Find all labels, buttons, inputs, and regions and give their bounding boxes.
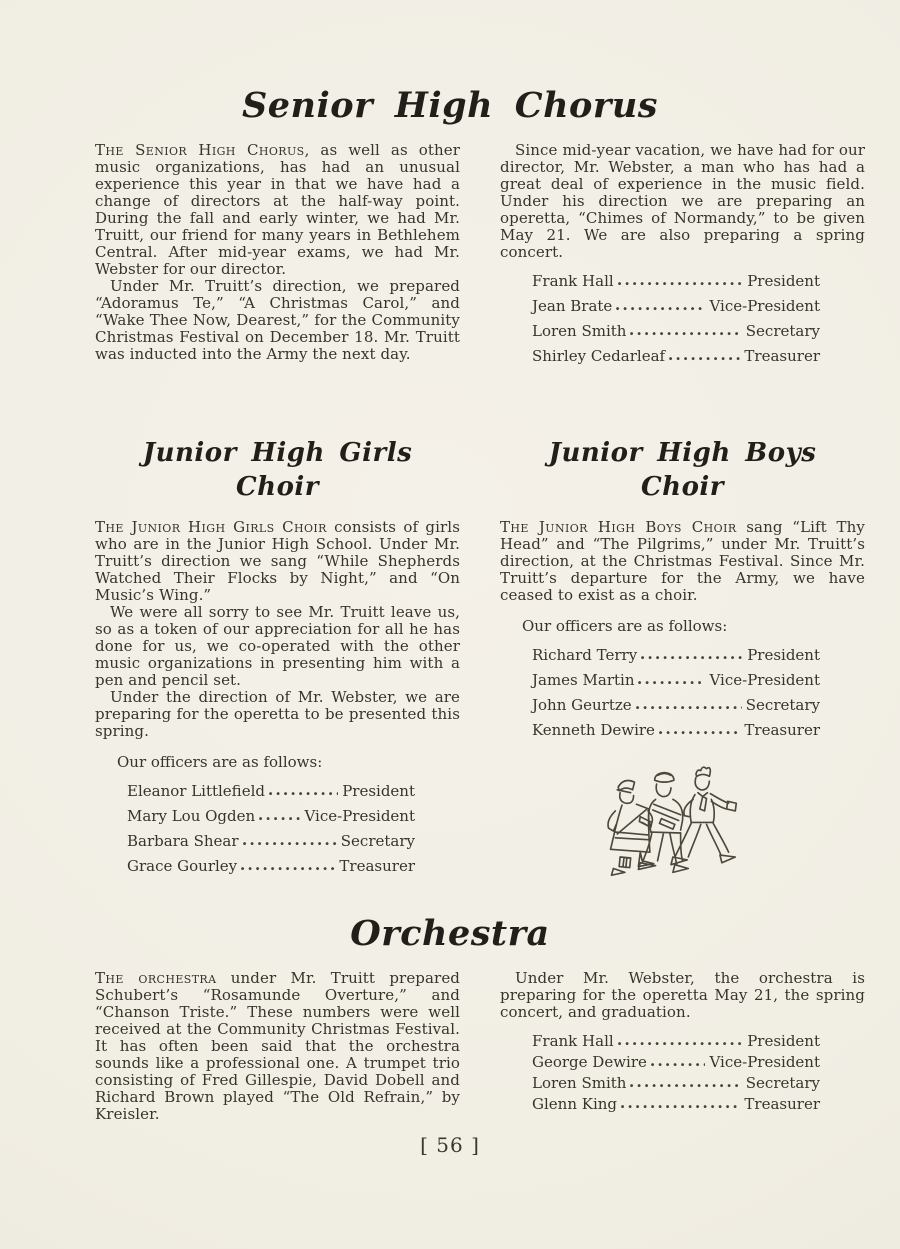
dot-leader xyxy=(630,1084,741,1088)
officer-name: Eleanor Littlefield xyxy=(127,781,265,800)
officer-role: Secretary xyxy=(745,322,820,341)
officer-role: Treasurer xyxy=(744,1095,820,1114)
orchestra-columns xyxy=(0,970,900,1123)
officer-row xyxy=(127,833,415,850)
section-senior-high-chorus xyxy=(0,86,900,373)
dot-leader xyxy=(651,1063,706,1067)
section-title-senior-high-chorus: Senior High Chorus xyxy=(242,85,658,126)
dot-leader xyxy=(636,706,742,710)
boys-officer-list xyxy=(532,647,820,739)
officer-name: Barbara Shear xyxy=(127,831,239,850)
officer-row xyxy=(532,672,820,689)
officer-name: Mary Lou Ogden xyxy=(127,806,256,825)
officer-name: Shirley Cedarleaf xyxy=(532,347,666,366)
senior-right-column xyxy=(500,142,865,373)
dot-leader xyxy=(269,792,338,796)
officer-row xyxy=(532,273,820,290)
section-title-girls-choir: Junior High Girls Choir xyxy=(142,438,413,502)
officer-name: Loren Smith xyxy=(532,1074,627,1093)
section-junior-high-choirs xyxy=(0,437,900,885)
paragraph: Under Mr. Webster, the orchestra is preparing for the operetta May 21, the spring concert, and graduation. xyxy=(500,969,865,1022)
officer-role: Treasurer xyxy=(744,720,820,739)
dot-leader xyxy=(243,842,337,846)
section-title-boys-choir: Junior High Boys Choir xyxy=(548,438,817,502)
officer-role: President xyxy=(747,272,820,291)
dot-leader xyxy=(641,656,743,660)
officer-row xyxy=(532,1054,820,1071)
officer-row xyxy=(532,1033,820,1050)
senior-officer-list xyxy=(532,273,820,365)
paragraph: The Junior High Girls Choir consists of girls who are in the Junior High School. Under Mr. Truitt’s direction we sang “While Shepherds Watched Their Flocks by Night,” and “On Music’s Wing.” xyxy=(95,517,460,604)
officer-name: Glenn King xyxy=(532,1095,618,1114)
officer-role: Vice-President xyxy=(709,297,820,316)
officer-row xyxy=(532,697,820,714)
officer-role: Secretary xyxy=(745,1074,820,1093)
officer-role: President xyxy=(747,1032,820,1051)
officer-name: Jean Brate xyxy=(532,297,613,316)
small-caps-lead: The orchestra xyxy=(95,969,217,988)
marching-musicians-illustration xyxy=(592,761,750,881)
dot-leader xyxy=(659,731,740,735)
officer-name: James Martin xyxy=(532,670,635,689)
dot-leader xyxy=(618,282,744,286)
officer-name: Loren Smith xyxy=(532,322,627,341)
dot-leader xyxy=(241,867,335,871)
girls-officer-list xyxy=(127,783,415,875)
dot-leader xyxy=(621,1105,740,1109)
officer-row xyxy=(532,348,820,365)
section-title-orchestra: Orchestra xyxy=(350,913,550,954)
officers-intro: Our officers are as follows: xyxy=(522,616,728,635)
officer-row xyxy=(532,323,820,340)
orchestra-officer-list xyxy=(532,1033,820,1113)
boys-choir-column xyxy=(500,437,865,885)
small-caps-lead: The Junior High Boys Choir xyxy=(500,517,737,536)
officer-role: Treasurer xyxy=(339,856,415,875)
officer-row xyxy=(127,858,415,875)
officer-role: President xyxy=(747,645,820,664)
paragraph: The Senior High Chorus, as well as other music organizations, has had an unusual experience this year in that we have had a change of directors at the half-way point. During the fall and early winter, we had Mr. Truitt, our friend for many years in Bethlehem Central. After mid-year exams, we had Mr. Webster for our director. xyxy=(95,141,460,279)
dot-leader xyxy=(616,307,705,311)
officer-role: Secretary xyxy=(340,831,415,850)
paragraph: We were all sorry to see Mr. Truitt leave us, so as a token of our appreciation for all he has done for us, we co-operated with the other music organizations in presenting him with a pen and pencil set. xyxy=(95,602,460,689)
dot-leader xyxy=(618,1042,744,1046)
officer-name: Frank Hall xyxy=(532,1032,614,1051)
paragraph: The orchestra under Mr. Truitt prepared Schubert’s “Rosamunde Overture,” and “Chanson Triste.” These numbers were well received at the Community Christmas Festival. It has often been said that the orchestra sounds like a professional one. A trumpet trio consisting of Fred Gillespie, David Dobell and Richard Brown played “The Old Refrain,” by Kreisler. xyxy=(95,969,460,1124)
orchestra-left-column xyxy=(95,970,460,1123)
officer-name: Frank Hall xyxy=(532,272,614,291)
dot-leader xyxy=(638,681,705,685)
paragraph: Under Mr. Truitt’s direction, we prepared “Adoramus Te,” “A Christmas Carol,” and “Wake Thee Now, Dearest,” for the Community Christmas Festival on December 18. Mr. Truitt was inducted into the Army the next day. xyxy=(95,277,460,364)
paragraph: Under the direction of Mr. Webster, we are preparing for the operetta to be presented this spring. xyxy=(95,687,460,740)
officer-role: Vice-President xyxy=(709,670,820,689)
officer-name: Richard Terry xyxy=(532,645,638,664)
paragraph: The Junior High Boys Choir sang “Lift Thy Head” and “The Pilgrims,” under Mr. Truitt’s direction, at the Christmas Festival. Since Mr. Truitt’s departure for the Army, we have ceased to exist as a choir. xyxy=(500,517,865,604)
officer-name: Kenneth Dewire xyxy=(532,720,655,739)
officer-name: George Dewire xyxy=(532,1053,647,1072)
officer-row xyxy=(532,1096,820,1113)
section-orchestra xyxy=(0,914,900,1123)
officers-intro: Our officers are as follows: xyxy=(117,752,323,771)
girls-choir-column xyxy=(95,437,460,885)
officer-role: Secretary xyxy=(745,695,820,714)
senior-left-column xyxy=(95,142,460,373)
officer-row xyxy=(532,722,820,739)
officer-role: Treasurer xyxy=(744,347,820,366)
dot-leader xyxy=(259,817,300,821)
officer-name: Grace Gourley xyxy=(127,856,238,875)
officer-row xyxy=(532,647,820,664)
junior-columns xyxy=(0,437,900,885)
dot-leader xyxy=(630,332,741,336)
officer-row xyxy=(532,1075,820,1092)
officer-row xyxy=(127,808,415,825)
paragraph: Since mid-year vacation, we have had for our director, Mr. Webster, a man who has had a great deal of experience in the music field. Under his direction we are preparing an operetta, “Chimes of Normandy,” to be given May 21. We are also preparing a spring concert. xyxy=(500,141,865,262)
small-caps-lead: The Senior High Chorus xyxy=(95,141,305,160)
orchestra-right-column xyxy=(500,970,865,1123)
officer-role: President xyxy=(342,781,415,800)
officer-row xyxy=(532,298,820,315)
dot-leader xyxy=(669,357,740,361)
page-number: [ 56 ] xyxy=(420,1133,480,1157)
senior-columns xyxy=(0,142,900,373)
officer-role: Vice-President xyxy=(709,1053,820,1072)
officer-name: John Geurtze xyxy=(532,695,632,714)
officer-row xyxy=(127,783,415,800)
officer-role: Vice-President xyxy=(304,806,415,825)
small-caps-lead: The Junior High Girls Choir xyxy=(95,517,327,536)
